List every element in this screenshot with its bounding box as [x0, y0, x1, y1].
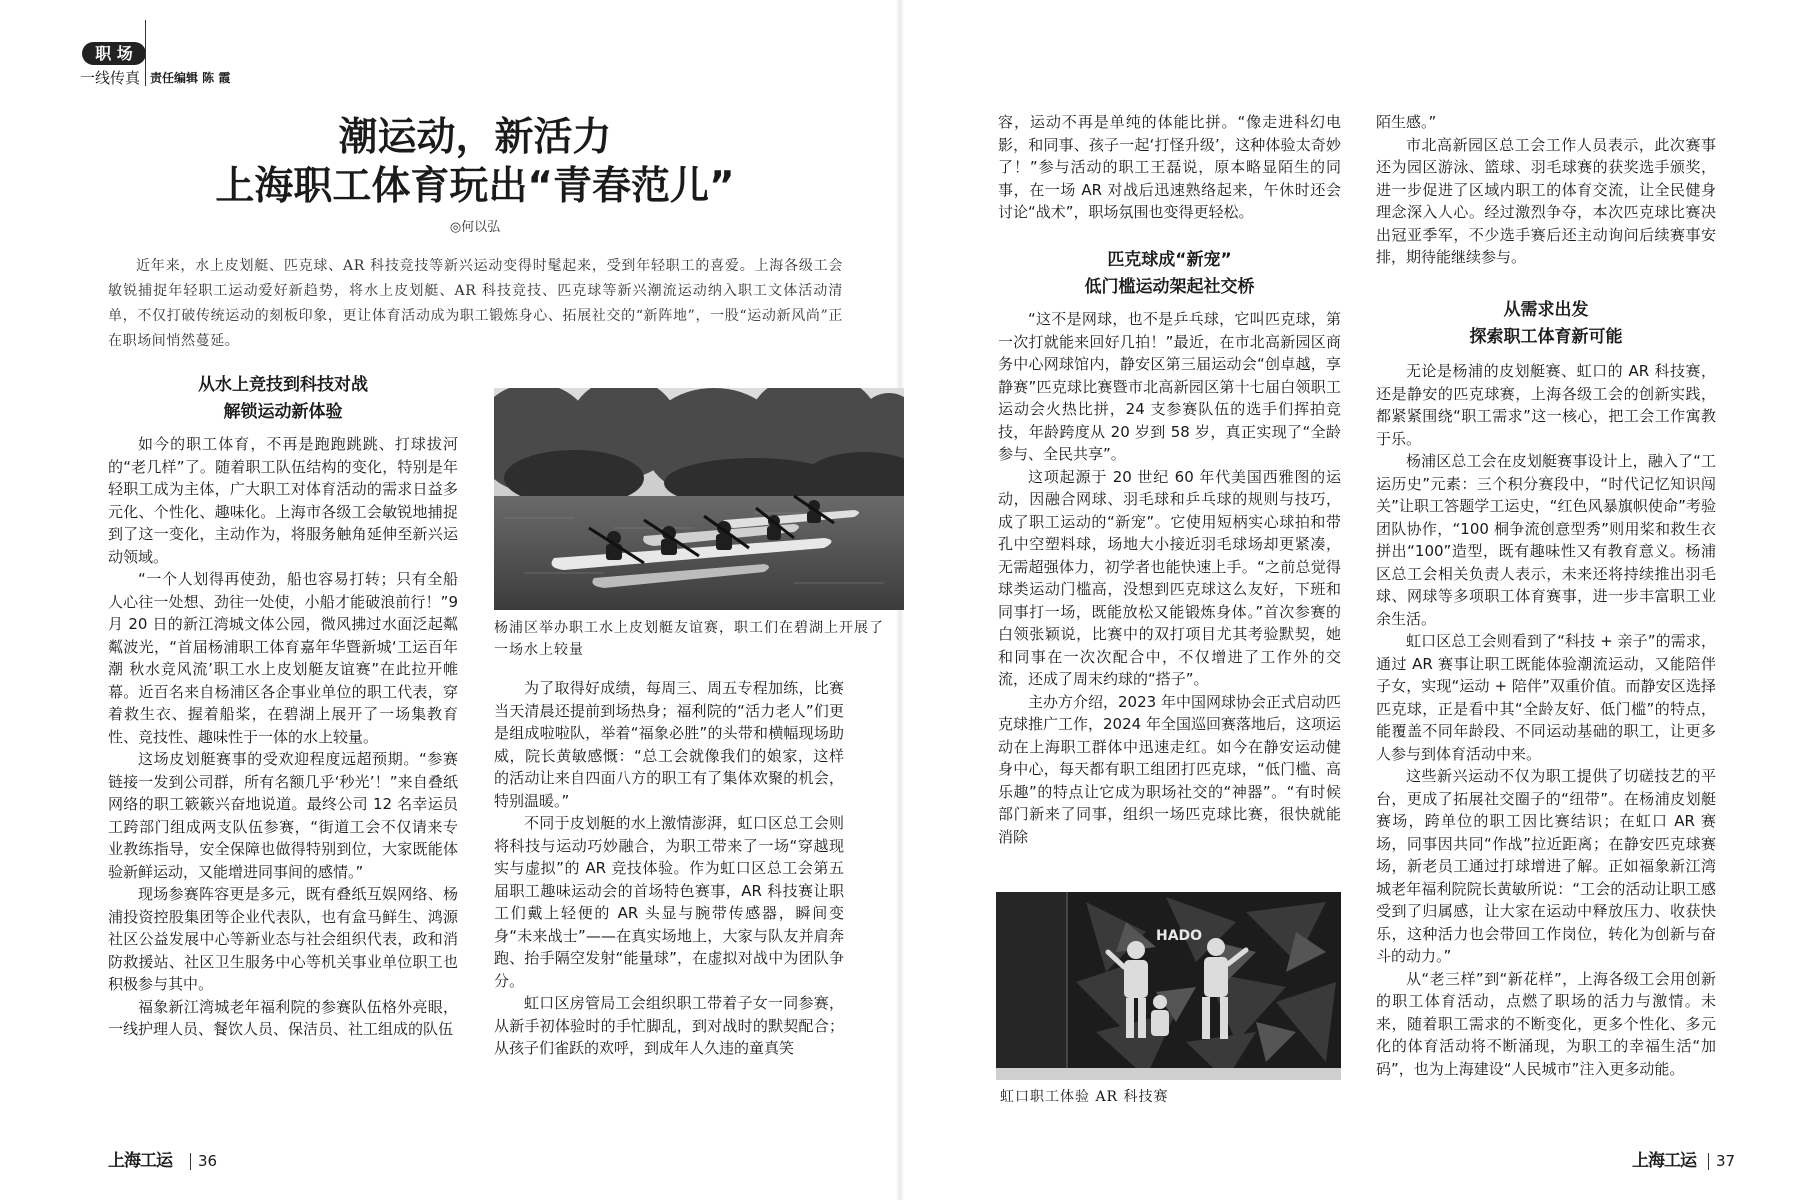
paragraph: 无论是杨浦的皮划艇赛、虹口的 AR 科技赛，还是静安的匹克球赛，上海各级工会的创新实践，都紧紧围绕“职工需求”这一核心，把工会工作寓教于乐。 — [1376, 362, 1716, 448]
kayak-race-illustration — [494, 388, 904, 610]
paragraph: 陌生感。” — [1376, 113, 1437, 131]
paragraph: 虹口区房管局工会组织职工带着子女一同参赛，从新手初体验时的手忙脚乱，到对战时的默契配合；从孩子们雀跃的欢呼，到成年人久违的童真笑 — [494, 994, 844, 1057]
paragraph: “一个人划得再使劲，船也容易打转；只有全船人心往一处想、劲往一处使，小船才能破浪前行！”9 月 20 日的新江湾城文体公园，微风拂过水面泛起粼粼波光，“首届杨浦职工体育嘉年华暨新城‘工运百年潮 秋水竞风流’职工水上皮划艇友谊赛”在此拉开帷幕。近百名来自杨浦区各企事业单位的职工代表，穿着救生衣、握着船桨，在碧湖上展开了一场集教育性、竞技性、趣味性于一体的水上较量。 — [108, 570, 458, 746]
photo-2-caption: 虹口职工体验 AR 科技赛 — [1000, 1089, 1169, 1105]
section-heading-3 — [1376, 297, 1716, 351]
article-lead: 近年来，水上皮划艇、匹克球、AR 科技竞技等新兴运动变得时髦起来，受到年轻职工的喜爱。上海各级工会敏锐捕捉年轻职工运动爱好新趋势，将水上皮划艇、AR 科技竞技、匹克球等新兴潮流运动纳入职工文体活动清单，不仅打破传统运动的刻板印象，更让体育活动成为职工锻炼身心、拓展社交的“新阵地”，一股“运动新风尚”正在职场间悄然蔓延。 — [108, 258, 843, 349]
paragraph: 为了取得好成绩，每周三、周五专程加练，比赛当天清晨还提前到场热身；福利院的“活力老人”们更是组成啦啦队，举着“福象必胜”的头带和横幅现场助威，院长黄敏感慨：“总工会就像我们的娘家，这样的活动让来自四面八方的职工有了集体欢聚的机会，特别温暖。” — [494, 679, 844, 810]
paragraph: 杨浦区总工会在皮划艇赛事设计上，融入了“工运历史”元素：三个积分赛段中，“时代记忆知识闯关”让职工答题学工运史，“红色风暴旗帜使命”考验团队协作，“100 桐争流创意型秀”则用桨和救生衣拼出“100”造型，既有趣味性又有教育意义。杨浦区总工会相关负责人表示，未来还将持续推出羽毛球、网球等多项职工体育赛事，进一步丰富职工业余生活。 — [1376, 452, 1716, 628]
footer-divider-right — [1708, 1153, 1709, 1170]
paragraph: 不同于皮划艇的水上激情澎湃，虹口区总工会则将科技与运动巧妙融合，为职工带来了一场“穿越现实与虚拟”的 AR 竞技体验。作为虹口区总工会第五届职工趣味运动会的首场特色赛事，AR 科技赛让职工们戴上轻便的 AR 头显与腕带传感器，瞬间变身“未来战士”——在真实场地上，大家与队友并肩奔跑、抬手隔空发射“能量球”，在虚拟对战中为团队争分。 — [494, 814, 844, 990]
article-column-3-top — [998, 111, 1341, 224]
footer-divider-left — [190, 1153, 191, 1170]
article-column-4-top — [1376, 111, 1716, 269]
section-label: 职 场 — [95, 44, 133, 63]
paragraph: 从“老三样”到“新花样”，上海各级工会用创新的职工体育活动，点燃了职场的活力与激情。未来，随着职工需求的不断变化，更多个性化、多元化的体育活动将不断涌现，为职工的幸福生活“加码”，也为上海建设“人民城市”注入更多动能。 — [1376, 969, 1716, 1078]
header-section-tag — [82, 42, 146, 65]
kayak-race-photo — [494, 388, 904, 610]
footer-logo-right: 上海工运 — [1632, 1151, 1696, 1171]
paragraph: 这些新兴运动不仅为职工提供了切磋技艺的平台，更成了拓展社交圈子的“纽带”。在杨浦皮划艇赛场，跨单位的职工因比赛结识；在虹口 AR 赛场，同事因共同“作战”拉近距离；在静安匹克球赛场，新老员工通过打球增进了解。正如福象新江湾城老年福利院院长黄敏所说：“工会的活动让职工感受到了归属感，让大家在运动中释放压力、收获快乐，这种活力也会带回工作岗位，转化为创新与奋斗的动力。” — [1376, 767, 1716, 965]
article-column-1 — [108, 433, 458, 1041]
footer-logo-left: 上海工运 — [108, 1151, 172, 1171]
paragraph: 这项起源于 20 世纪 60 年代美国西雅图的运动，因融合网球、羽毛球和乒乓球的规则与技巧，成了职工运动的“新宠”。它使用短柄实心球拍和带孔中空塑料球，场地大小接近羽毛球场却更紧凑，无需超强体力，初学者也能快速上手。“之前总觉得球类运动门槛高，没想到匹克球这么友好，下班和同事打一场，既能放松又能锻炼身体。”首次参赛的白领张颖说，比赛中的双打项目尤其考验默契，她和同事在一次次配合中，不仅增进了工作外的交流，还成了周末约球的“搭子”。 — [998, 467, 1341, 688]
article-byline: ◎何以弘 — [449, 220, 501, 235]
section-2-heading-line1: 匹克球成“新宠” — [1107, 250, 1232, 270]
header-divider — [145, 20, 146, 86]
header-subsection: 一线传真 — [80, 69, 141, 87]
paragraph: “这不是网球，也不是乒乓球，它叫匹克球，第一次打就能来回好几拍！”最近，在市北高新园区商务中心网球馆内，静安区第三届运动会“创卓越，享静赛”匹克球比赛暨市北高新园区第十七届白领职工运动会火热比拼，24 支参赛队伍的选手们挥拍竞技，年龄跨度从 20 岁到 58 岁，真正实现了“全龄参与、全民共享”。 — [998, 310, 1341, 463]
section-1-heading-line2: 解锁运动新体验 — [223, 402, 343, 422]
paragraph: 这场皮划艇赛事的受欢迎程度远超预期。“参赛链接一发到公司群，所有名额几乎‘秒光’！”来自叠纸网络的职工簌簌兴奋地说道。最终公司 12 名幸运员工跨部门组成两支队伍参赛，“街道工会不仅请来专业教练指导，安全保障也做得特别到位，大家既能体验新鲜运动，又能增进同事间的感情。” — [108, 750, 458, 881]
photo-1-caption: 杨浦区举办职工水上皮划艇友谊赛，职工们在碧湖上开展了一场水上较量 — [494, 620, 884, 658]
article-title-line2: 上海职工体育玩出“青春范儿” — [215, 164, 735, 209]
section-2-heading-line2: 低门槛运动架起社交桥 — [1084, 277, 1255, 297]
paragraph: 福象新江湾城老年福利院的参赛队伍格外亮眼，一线护理人员、餐饮人员、保洁员、社工组成的队伍 — [108, 997, 458, 1038]
paragraph: 市北高新园区总工会工作人员表示，此次赛事还为园区游泳、篮球、羽毛球赛的获奖选手颁奖，进一步促进了区域内职工的体育交流，让全民健身理念深入人心。经过激烈争夺，本次匹克球比赛决出冠亚季军，不少选手赛后还主动询问后续赛事安排，期待能继续参与。 — [1376, 135, 1716, 266]
header-editor: 责任编辑 陈 霞 — [150, 71, 231, 85]
ar-game-photo — [996, 892, 1341, 1080]
section-heading-1 — [108, 372, 458, 426]
section-3-heading-line1: 从需求出发 — [1503, 300, 1589, 320]
section-heading-2 — [998, 247, 1341, 301]
article-column-2 — [494, 677, 844, 1060]
page-number-left: 36 — [198, 1152, 218, 1170]
article-title-line1: 潮运动，新活力 — [338, 115, 612, 160]
paragraph: 现场参赛阵容更是多元，既有叠纸互娱网络、杨浦投资控股集团等企业代表队，也有盒马鲜生、鸿源社区公益发展中心等新业态与社会组织代表，政和消防救援站、社区卫生服务中心等机关事业单位职工也积极参与其中。 — [108, 885, 458, 993]
ar-game-illustration — [996, 892, 1341, 1080]
page-number-right: 37 — [1716, 1152, 1736, 1170]
article-column-3 — [998, 308, 1341, 848]
paragraph: 主办方介绍，2023 年中国网球协会正式启动匹克球推广工作，2024 年全国巡回赛落地后，这项运动在上海职工群体中迅速走红。如今在静安运动健身中心，每天都有职工组团打匹克球，“低门槛、高乐趣”的特点让它成为职场社交的“神器”。“有时候部门新来了同事，组织一场匹克球比赛，很快就能消除 — [998, 692, 1341, 846]
article-column-4 — [1376, 360, 1716, 1080]
paragraph: 如今的职工体育，不再是跑跑跳跳、打球拔河的“老几样”了。随着职工队伍结构的变化，特别是年轻职工成为主体，广大职工对体育活动的需求日益多元化、个性化、趣味化。上海市各级工会敏锐地捕捉到了这一变化，主动作为，将服务触角延伸至新兴运动领域。 — [108, 435, 458, 566]
paragraph: 虹口区总工会则看到了“科技 + 亲子”的需求，通过 AR 赛事让职工既能体验潮流运动，又能陪伴子女，实现“运动 + 陪伴”双重价值。而静安区选择匹克球，正是看中其“全龄友好、低门槛”的特点，能覆盖不同年龄段、不同运动基础的职工，让更多人参与到体育活动中来。 — [1376, 632, 1716, 763]
paragraph: 容，运动不再是单纯的体能比拼。“像走进科幻电影，和同事、孩子一起‘打怪升级’，这种体验太奇妙了！”参与活动的职工王磊说，原本略显陌生的同事，在一场 AR 对战后迅速熟络起来，午休时还会讨论“战术”，职场氛围也变得更轻松。 — [998, 113, 1341, 221]
section-3-heading-line2: 探索职工体育新可能 — [1469, 327, 1623, 347]
ar-screen-logo-text: HADO — [1156, 928, 1203, 944]
section-1-heading-line1: 从水上竞技到科技对战 — [198, 375, 368, 395]
